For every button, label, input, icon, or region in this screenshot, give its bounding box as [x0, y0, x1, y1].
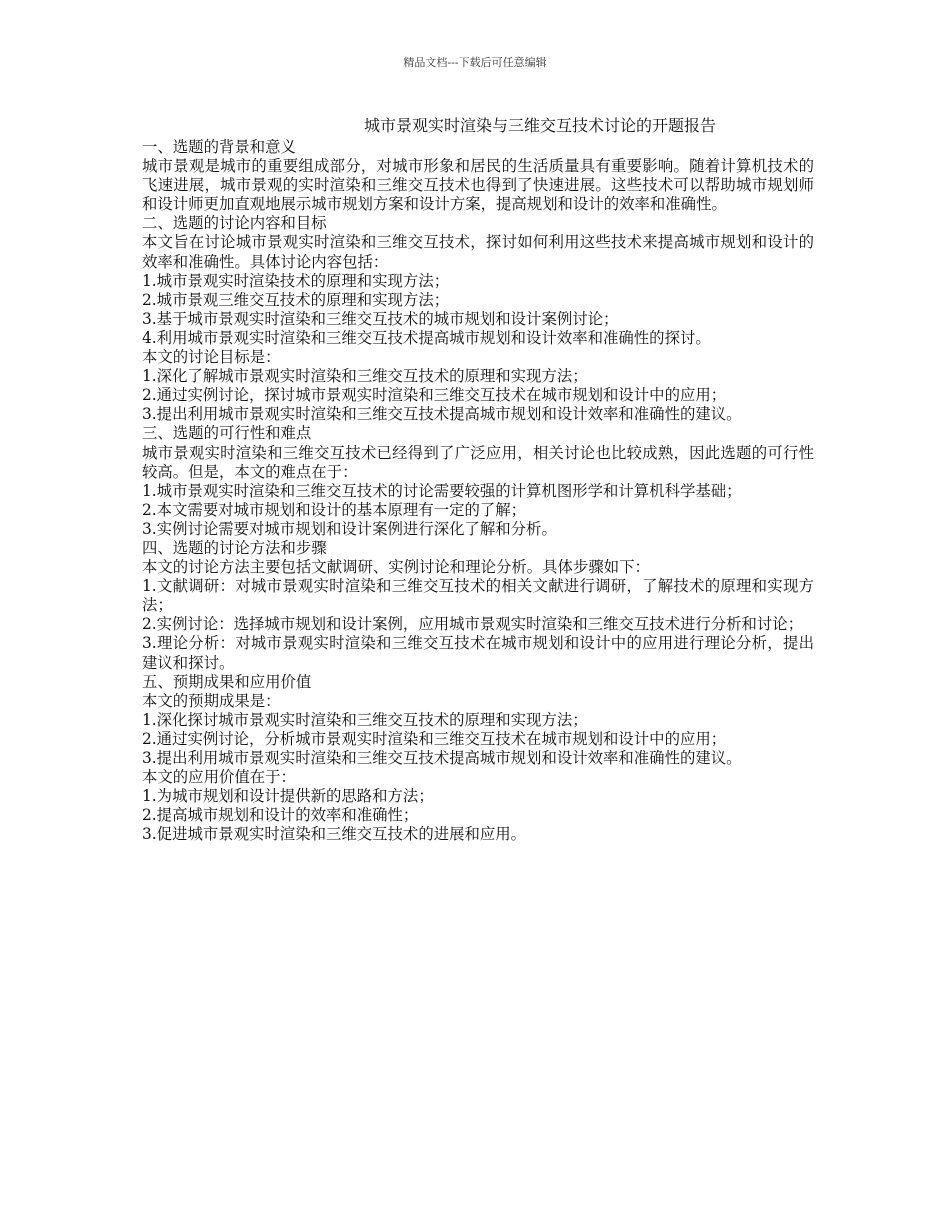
list-item: 3.促进城市景观实时渲染和三维交互技术的进展和应用。: [142, 825, 527, 844]
document-body: [142, 138, 814, 844]
page-header: 精品文档---下载后可任意编辑: [403, 56, 547, 69]
list-item: 3.提出利用城市景观实时渲染和三维交互技术提高城市规划和设计效率和准确性的建议。: [142, 749, 742, 767]
list-item: 1.城市景观实时渲染和三维交互技术的讨论需要较强的计算机图形学和计算机科学基础；: [142, 481, 742, 500]
list-item: 2.通过实例讨论，探讨城市景观实时渲染和三维交互技术在城市规划和设计中的应用；: [142, 386, 727, 405]
list-item: 2.城市景观三维交互技术的原理和实现方法；: [142, 290, 450, 309]
list-item: 2.通过实例讨论，分析城市景观实时渲染和三维交互技术在城市规划和设计中的应用；: [142, 729, 727, 748]
list-item: 2.提高城市规划和设计的效率和准确性；: [142, 806, 419, 825]
list-item: 2.本文需要对城市规划和设计的基本原理有一定的了解；: [142, 500, 527, 519]
list-item: 3.基于城市景观实时渲染和三维交互技术的城市规划和设计案例讨论；: [142, 309, 619, 328]
paragraph: 本文的应用价值在于：: [142, 768, 296, 787]
list-item: 2.实例讨论：选择城市规划和设计案例，应用城市景观实时渲染和三维交互技术进行分析和讨论；: [142, 615, 804, 634]
list-item: 1.深化了解城市景观实时渲染和三维交互技术的原理和实现方法；: [142, 367, 588, 386]
list-item: 3.提出利用城市景观实时渲染和三维交互技术提高城市规划和设计效率和准确性的建议。: [142, 405, 742, 424]
paragraph: 本文的讨论方法主要包括文献调研、实例讨论和理论分析。具体步骤如下：: [142, 558, 650, 577]
section-heading: 四、选题的讨论方法和步骤: [142, 538, 327, 557]
list-item: 1.文献调研：对城市景观实时渲染和三维交互技术的相关文献进行调研，了解技术的原理和实现方法；: [142, 577, 814, 615]
list-item: 1.为城市规划和设计提供新的思路和方法；: [142, 787, 434, 806]
paragraph: 本文的讨论目标是：: [142, 348, 281, 367]
list-item: 1.深化探讨城市景观实时渲染和三维交互技术的原理和实现方法；: [142, 710, 588, 729]
list-item: 1.城市景观实时渲染技术的原理和实现方法；: [142, 271, 450, 290]
section-heading: 二、选题的讨论内容和目标: [142, 214, 327, 233]
paragraph: 本文的预期成果是：: [142, 691, 281, 710]
list-item: 3.理论分析：对城市景观实时渲染和三维交互技术在城市规划和设计中的应用进行理论分析，提出建议和探讨。: [142, 634, 814, 672]
section-heading: 五、预期成果和应用价值: [142, 672, 312, 691]
paragraph: 城市景观实时渲染和三维交互技术已经得到了广泛应用，相关讨论也比较成熟，因此选题的可行性较高。但是，本文的难点在于：: [142, 443, 814, 481]
section-heading: 一、选题的背景和意义: [142, 138, 296, 156]
document-title: 城市景观实时渲染与三维交互技术讨论的开题报告: [364, 116, 717, 135]
paragraph: 城市景观是城市的重要组成部分，对城市形象和居民的生活质量具有重要影响。随着计算机技术的飞速进展，城市景观的实时渲染和三维交互技术也得到了快速进展。这些技术可以帮助城市规划师和设计师更加直观地展示城市规划方案和设计方案，提高规划和设计的效率和准确性。: [142, 157, 814, 214]
list-item: 4.利用城市景观实时渲染和三维交互技术提高城市规划和设计效率和准确性的探讨。: [142, 328, 711, 347]
paragraph: 本文旨在讨论城市景观实时渲染和三维交互技术，探讨如何利用这些技术来提高城市规划和设计的效率和准确性。具体讨论内容包括：: [142, 233, 814, 271]
section-heading: 三、选题的可行性和难点: [142, 424, 312, 443]
list-item: 3.实例讨论需要对城市规划和设计案例进行深化了解和分析。: [142, 519, 557, 538]
